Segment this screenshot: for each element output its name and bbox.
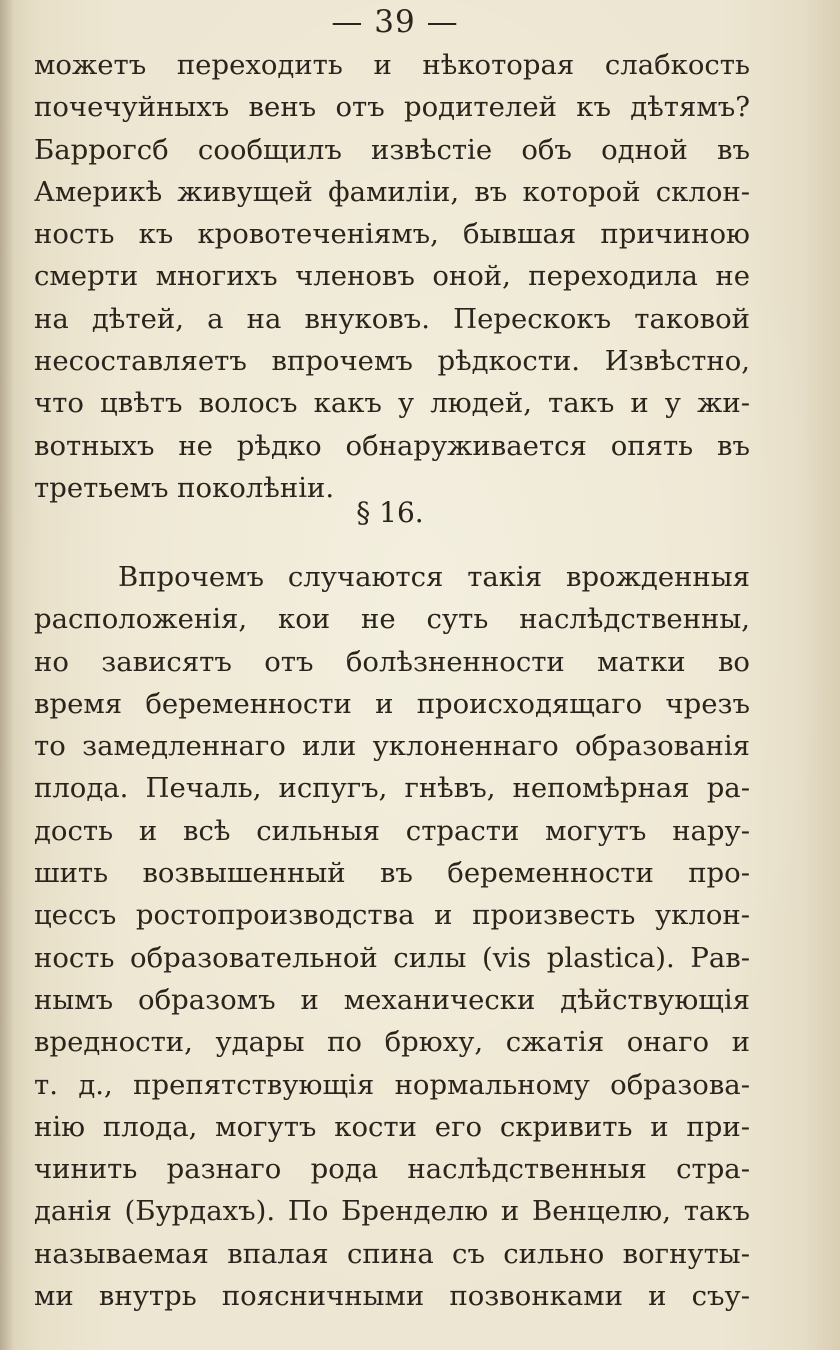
text-line: Баррогсб сообщилъ извѣстіе объ одной въ xyxy=(34,133,750,166)
paragraph-2 xyxy=(34,556,750,1317)
text-line: третьемъ поколѣніи. xyxy=(34,471,335,504)
text-line: чинить разнаго рода наслѣдственныя стра- xyxy=(34,1153,750,1186)
page-number: — 39 — xyxy=(331,4,459,40)
text-line: шить возвышенный въ беременности про- xyxy=(34,857,750,890)
text-line: цессъ ростопроизводства и произвесть уклон- xyxy=(34,899,750,932)
text-line: дость и всѣ сильныя страсти могутъ нару- xyxy=(34,814,750,847)
text-line: почечуйныхъ венъ отъ родителей къ дѣтямъ? xyxy=(34,91,750,124)
text-line: что цвѣтъ волосъ какъ у людей, такъ и у жи- xyxy=(34,387,750,420)
text-line: время беременности и происходящаго чрезъ xyxy=(34,687,750,720)
section-heading: § 16. xyxy=(356,496,424,529)
text-line: т. д., препятствующія нормальному образова- xyxy=(34,1068,750,1101)
text-line: вредности, удары по брюху, сжатія онаго и xyxy=(34,1026,750,1059)
text-line: на дѣтей, а на внуковъ. Перескокъ таковой xyxy=(34,302,750,335)
spine-shadow xyxy=(0,0,14,1350)
text-line: можетъ переходить и нѣкоторая слабкость xyxy=(34,49,750,81)
text-line: вотныхъ не рѣдко обнаруживается опять въ xyxy=(34,429,750,462)
text-line: ми внутрь поясничными позвонками и съу- xyxy=(34,1280,750,1313)
text-line: Впрочемъ случаются такія врожденныя xyxy=(118,561,750,593)
text-line: называемая впалая спина съ сильно вогнуты- xyxy=(34,1237,750,1270)
text-line: но зависятъ отъ болѣзненности матки во xyxy=(34,645,750,678)
text-line: несоставляетъ впрочемъ рѣдкости. Извѣстно, xyxy=(34,345,750,378)
text-line: расположенія, кои не суть наслѣдственны, xyxy=(34,603,750,636)
text-line: Америкѣ живущей фамиліи, въ которой склон- xyxy=(34,175,750,208)
text-line: ность къ кровотеченіямъ, бывшая причиною xyxy=(34,218,750,251)
text-line: то замедленнаго или уклоненнаго образованія xyxy=(34,730,750,763)
text-line: смерти многихъ членовъ оной, переходила не xyxy=(34,260,750,293)
text-line: нію плода, могутъ кости его скривить и при- xyxy=(34,1110,750,1143)
paragraph-1 xyxy=(34,44,750,509)
text-line: ность образовательной силы (vis plastica). Рав- xyxy=(34,941,750,974)
text-line: нымъ образомъ и механически дѣйствующія xyxy=(34,983,750,1016)
text-line: данія (Бурдахъ). По Бренделю и Венцелю, такъ xyxy=(34,1195,750,1228)
text-line: плода. Печаль, испугъ, гнѣвъ, непомѣрная ра- xyxy=(34,772,750,805)
